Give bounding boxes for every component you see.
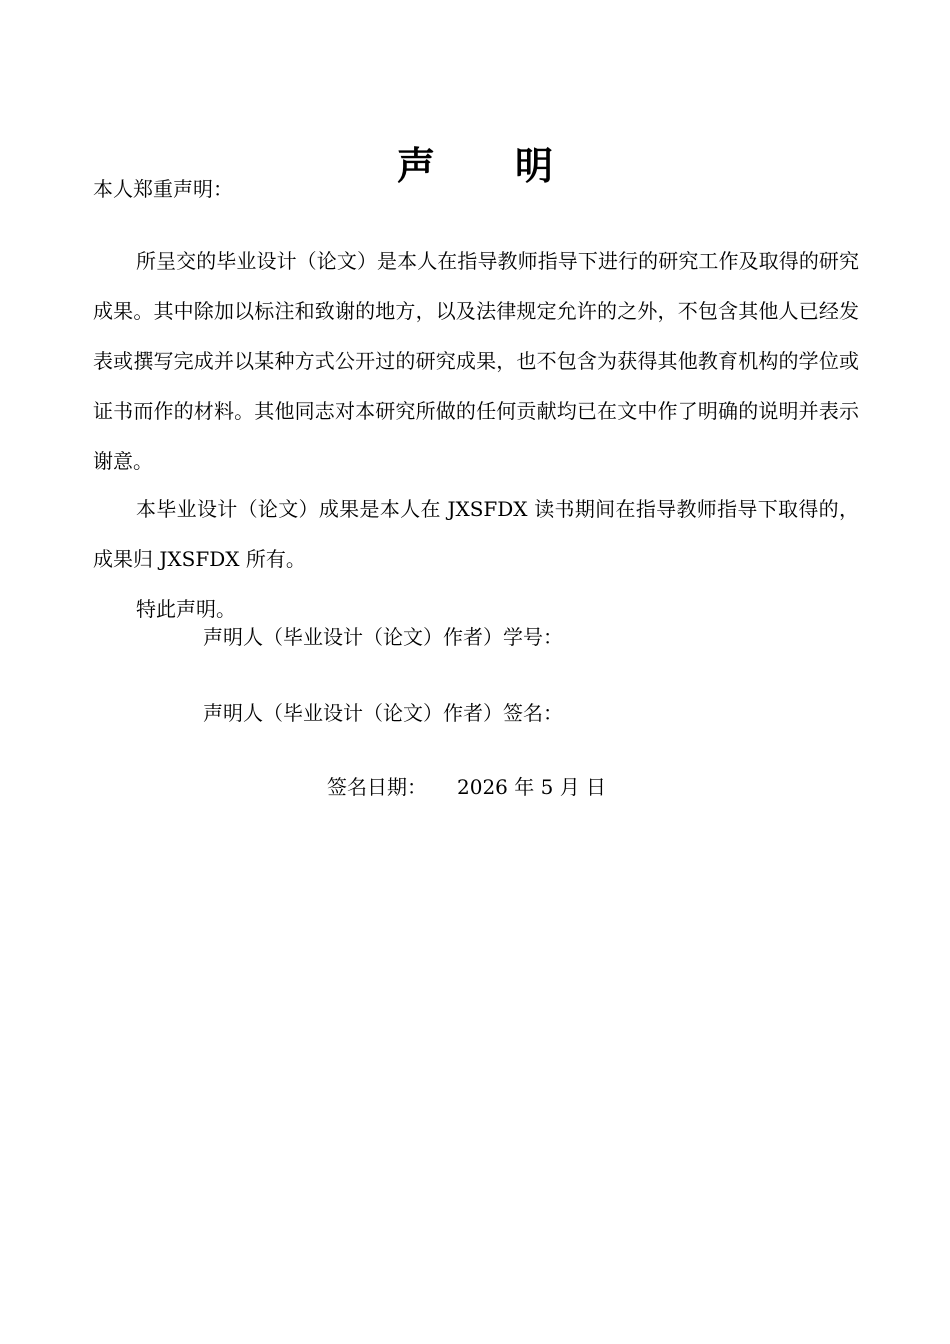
signature-date-value: 2026 年 5 月 日 <box>457 775 607 799</box>
closing-statement: 特此声明。 <box>136 597 236 621</box>
student-id-label: 声明人（毕业设计（论文）作者）学号： <box>203 625 563 649</box>
declaration-paragraph-original-work: 所呈交的毕业设计（论文）是本人在指导教师指导下进行的研究工作及取得的研究成果。其中除加以标注和致谢的地方，以及法律规定允许的之外，不包含其他人已经发表或撰写完成并以某种方式公开过的研究成果，也不包含为获得其他教育机构的学位或证书而作的材料。其他同志对本研究所做的任何贡献均已在文中作了明确的说明并表示谢意。 <box>93 249 859 473</box>
opening-statement: 本人郑重声明： <box>93 177 233 201</box>
signature-date-line <box>327 762 606 812</box>
signature-label: 声明人（毕业设计（论文）作者）签名： <box>203 701 563 725</box>
title-left-character: 声 <box>396 143 435 189</box>
signature-date-label: 签名日期： <box>327 775 427 799</box>
declaration-paragraph-ownership: 本毕业设计（论文）成果是本人在 JXSFDX 读书期间在指导教师指导下取得的，成果归 JXSFDX 所有。 <box>93 497 859 571</box>
title-right-character: 明 <box>515 143 554 189</box>
